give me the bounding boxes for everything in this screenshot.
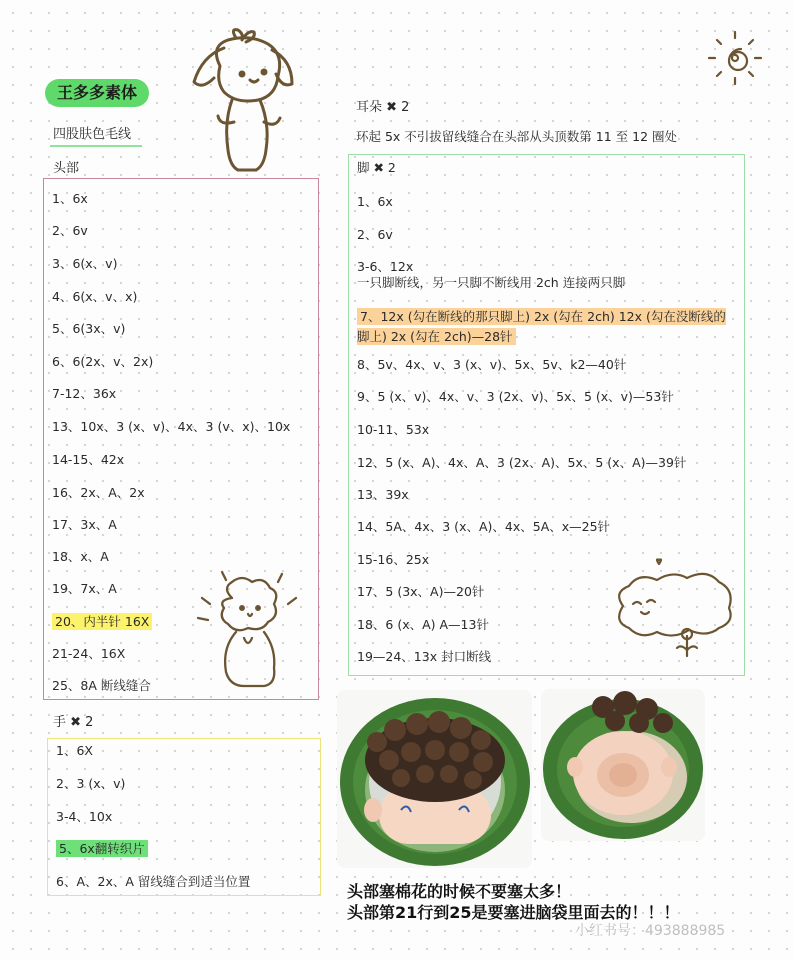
- head-row: 16、2x、A、2x: [52, 485, 145, 500]
- foot-row: 17、5 (3x、A)—20针: [357, 584, 485, 599]
- doll-head-back-photo: [541, 689, 705, 841]
- head-row: 5、6(3x、v): [52, 321, 126, 336]
- head-row: 18、x、A: [52, 549, 109, 564]
- puppy-doodle-icon: [180, 26, 300, 181]
- head-row: 21-24、16X: [52, 646, 126, 661]
- hand-label: 手 ✖ 2: [53, 715, 94, 730]
- ear-instruction: 环起 5x 不引拔留线缝合在头部从头顶数第 11 至 12 圈处: [356, 129, 678, 144]
- foot-row: 一只脚断线，另一只脚不断线用 2ch 连接两只脚: [357, 275, 626, 290]
- watermark: 小红书号：493888985: [575, 923, 726, 939]
- sun-spiral-icon: [705, 28, 765, 88]
- foot-row-highlighted: 7、12x (勾在断线的那只脚上) 2x (勾在 2ch) 12x (勾在没断线的脚上) 2x (勾在 2ch)—28针: [357, 309, 726, 344]
- foot-row: 2、6v: [357, 227, 393, 242]
- head-row: 14-15、42x: [52, 452, 125, 467]
- stuffing-note-line-1: 头部塞棉花的时候不要塞太多！: [347, 882, 572, 901]
- foot-row: 14、5A、4x、3 (x、A)、4x、5A、x—25针: [357, 519, 611, 534]
- hand-rows-box: [47, 738, 321, 896]
- head-row: 17、3x、A: [52, 517, 117, 532]
- foot-row: 3-6、12x: [357, 259, 414, 274]
- ear-label: 耳朵 ✖ 2: [356, 100, 410, 115]
- head-label: 头部: [53, 161, 80, 176]
- head-row: 25、8A 断线缝合: [52, 678, 151, 693]
- head-row: 19、7x、A: [52, 581, 117, 596]
- foot-row: 9、5 (x、v)、4x、v、3 (2x、v)、5x、5 (x、v)—53针: [357, 389, 674, 404]
- page-title: 王多多素体: [45, 79, 149, 107]
- hand-row: 3-4、10x: [56, 809, 113, 824]
- foot-row: 19—24、13x 封口断线: [357, 649, 492, 664]
- foot-row: 1、6x: [357, 194, 393, 209]
- yarn-underline: [50, 145, 142, 147]
- head-row: 6、6(2x、v、2x): [52, 354, 154, 369]
- foot-row: 12、5 (x、A)、4x、A、3 (2x、A)、5x、5 (x、A)—39针: [357, 455, 687, 470]
- head-row-highlighted: 20、内半针 16X: [52, 613, 152, 631]
- head-row: 13、10x、3 (x、v)、4x、3 (v、x)、10x: [52, 419, 291, 434]
- hand-row: 6、A、2x、A 留线缝合到适当位置: [56, 874, 251, 889]
- head-row: 1、6x: [52, 191, 88, 206]
- foot-label: 脚 ✖ 2: [357, 160, 396, 175]
- doll-head-front-photo: [337, 690, 532, 868]
- hand-row: 1、6X: [56, 743, 93, 758]
- head-row: 3、6(x、v): [52, 256, 118, 271]
- head-row: 7-12、36x: [52, 386, 117, 401]
- foot-row: 13、39x: [357, 487, 409, 502]
- yarn-label: 四股肤色毛线: [53, 127, 132, 142]
- sleeping-dog-doodle-icon: [603, 556, 741, 664]
- hand-row: 2、3 (x、v): [56, 776, 126, 791]
- foot-row: 8、5v、4x、v、3 (x、v)、5x、5v、k2—40针: [357, 357, 627, 372]
- hand-row-highlighted: 5、6x翻转织片: [56, 840, 148, 858]
- foot-row: 15-16、25x: [357, 552, 430, 567]
- head-row: 4、6(x、v、x): [52, 289, 138, 304]
- poodle-doodle-icon: [192, 568, 302, 692]
- foot-row: 18、6 (x、A) A—13针: [357, 617, 489, 632]
- foot-row: 10-11、53x: [357, 422, 430, 437]
- stuffing-note-line-2: 头部第21行到25是要塞进脑袋里面去的！！！: [347, 903, 680, 922]
- head-row: 2、6v: [52, 223, 88, 238]
